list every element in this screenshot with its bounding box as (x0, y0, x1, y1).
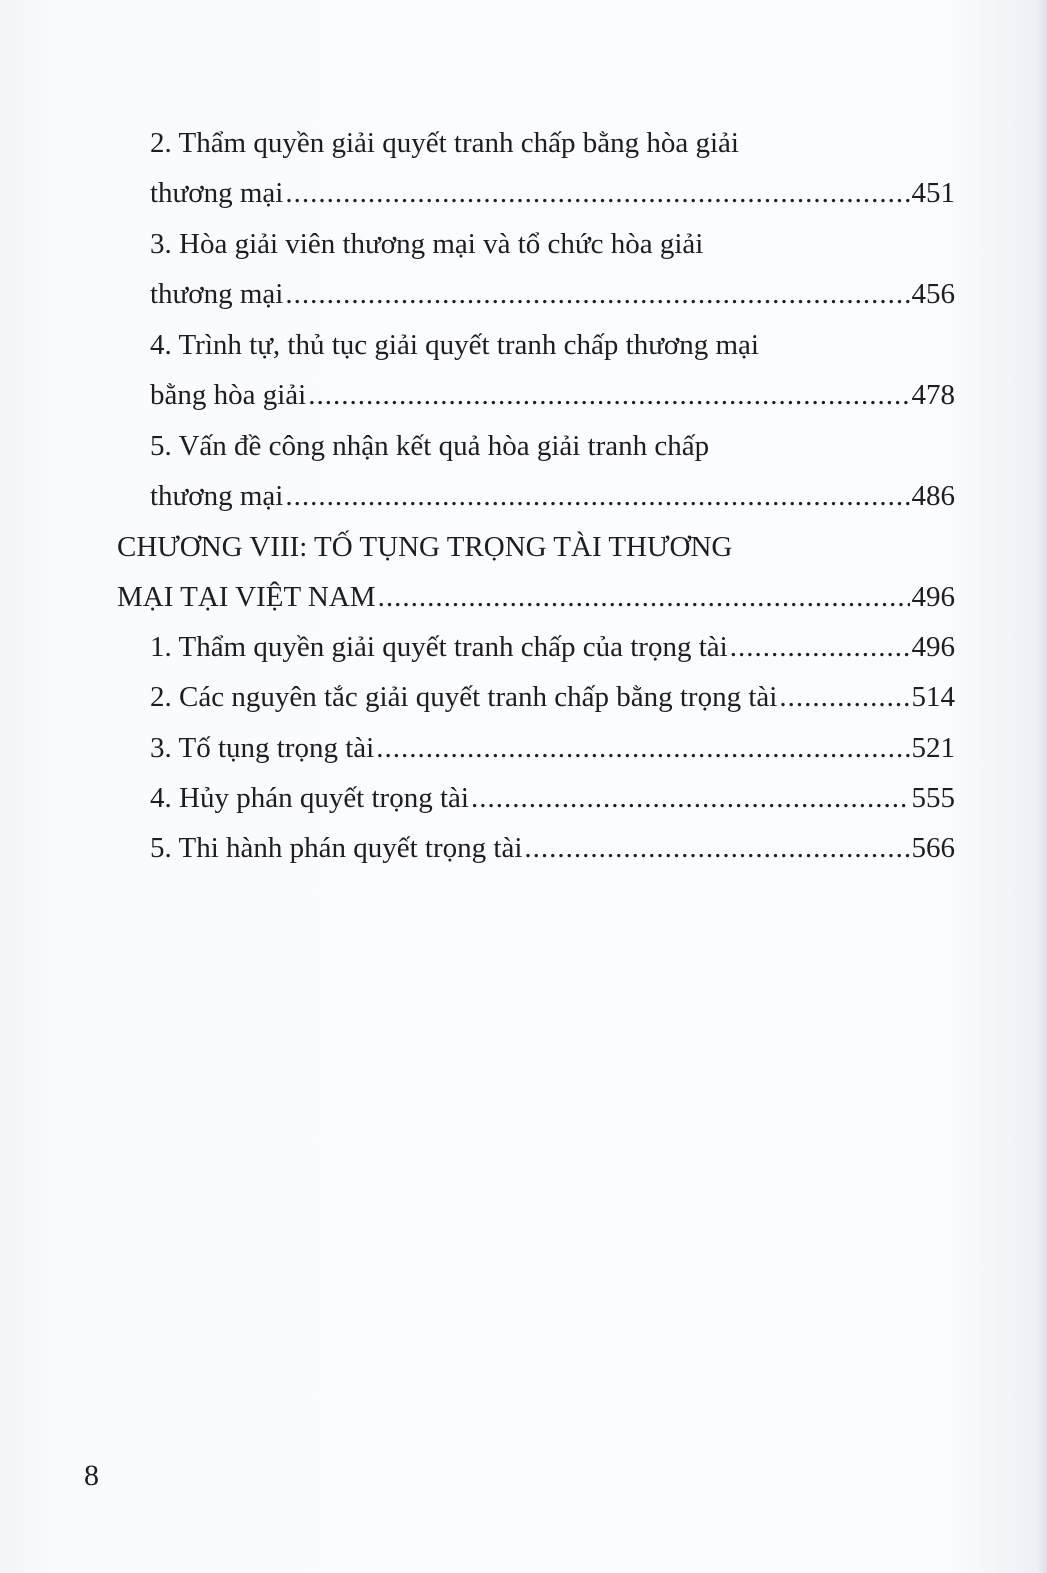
toc-entry (150, 269, 955, 319)
toc-entry-text: thương mại (150, 177, 284, 209)
toc-entry (150, 421, 955, 471)
dot-leader (285, 471, 909, 521)
toc-page-number: 451 (911, 177, 955, 209)
dot-leader (730, 622, 910, 672)
toc-entry (150, 723, 955, 773)
toc-page-number: 514 (911, 681, 955, 713)
dot-leader (376, 723, 909, 773)
toc-entry-text: 3. Tố tụng trọng tài (150, 732, 375, 764)
toc-page-number: 521 (911, 732, 955, 764)
page-number: 8 (84, 1459, 99, 1492)
toc-entry-text: 5. Vấn đề công nhận kết quả hòa giải tranh chấp (150, 430, 710, 462)
toc-page-number: 478 (911, 379, 955, 411)
toc-entry-text: 3. Hòa giải viên thương mại và tổ chức hòa giải (150, 228, 704, 260)
toc-entry-text: 2. Thẩm quyền giải quyết tranh chấp bằng hòa giải (150, 127, 739, 159)
toc-page-number: 486 (911, 480, 955, 512)
toc-entry-text: MẠI TẠI VIỆT NAM (117, 581, 376, 613)
toc-entry-text: 4. Trình tự, thủ tục giải quyết tranh chấp thương mại (150, 329, 759, 361)
toc-entry (150, 672, 955, 722)
toc-entry-text: thương mại (150, 278, 284, 310)
toc-page-number: 566 (911, 832, 955, 864)
dot-leader (471, 773, 910, 823)
toc-entry (150, 219, 955, 269)
toc-page-number: 555 (911, 782, 955, 814)
toc-entry (150, 168, 955, 218)
toc-page-number: 496 (911, 581, 955, 613)
toc-entry (150, 823, 955, 873)
toc-entry-text: bằng hòa giải (150, 379, 307, 411)
toc-chapter-heading (117, 572, 955, 622)
dot-leader (779, 672, 909, 722)
toc-entry-text: thương mại (150, 480, 284, 512)
dot-leader (308, 370, 909, 420)
toc-page-number: 456 (911, 278, 955, 310)
toc-page-number: 496 (911, 631, 955, 663)
toc-entry-text: CHƯƠNG VIII: TỐ TỤNG TRỌNG TÀI THƯƠNG (117, 531, 733, 563)
toc-entry-text: 1. Thẩm quyền giải quyết tranh chấp của trọng tài (150, 631, 728, 663)
toc-entry (150, 320, 955, 370)
toc-entry (150, 622, 955, 672)
dot-leader (285, 269, 909, 319)
toc-entry (150, 118, 955, 168)
toc-entry-text: 5. Thi hành phán quyết trọng tài (150, 832, 523, 864)
dot-leader (378, 572, 910, 622)
toc-entry-text: 4. Hủy phán quyết trọng tài (150, 782, 469, 814)
toc-entry-text: 2. Các nguyên tắc giải quyết tranh chấp bằng trọng tài (150, 681, 778, 713)
dot-leader (285, 168, 909, 218)
toc-chapter-heading (117, 522, 955, 572)
dot-leader (524, 823, 909, 873)
toc-entry (150, 773, 955, 823)
toc-entry (150, 370, 955, 420)
toc-entry (150, 471, 955, 521)
